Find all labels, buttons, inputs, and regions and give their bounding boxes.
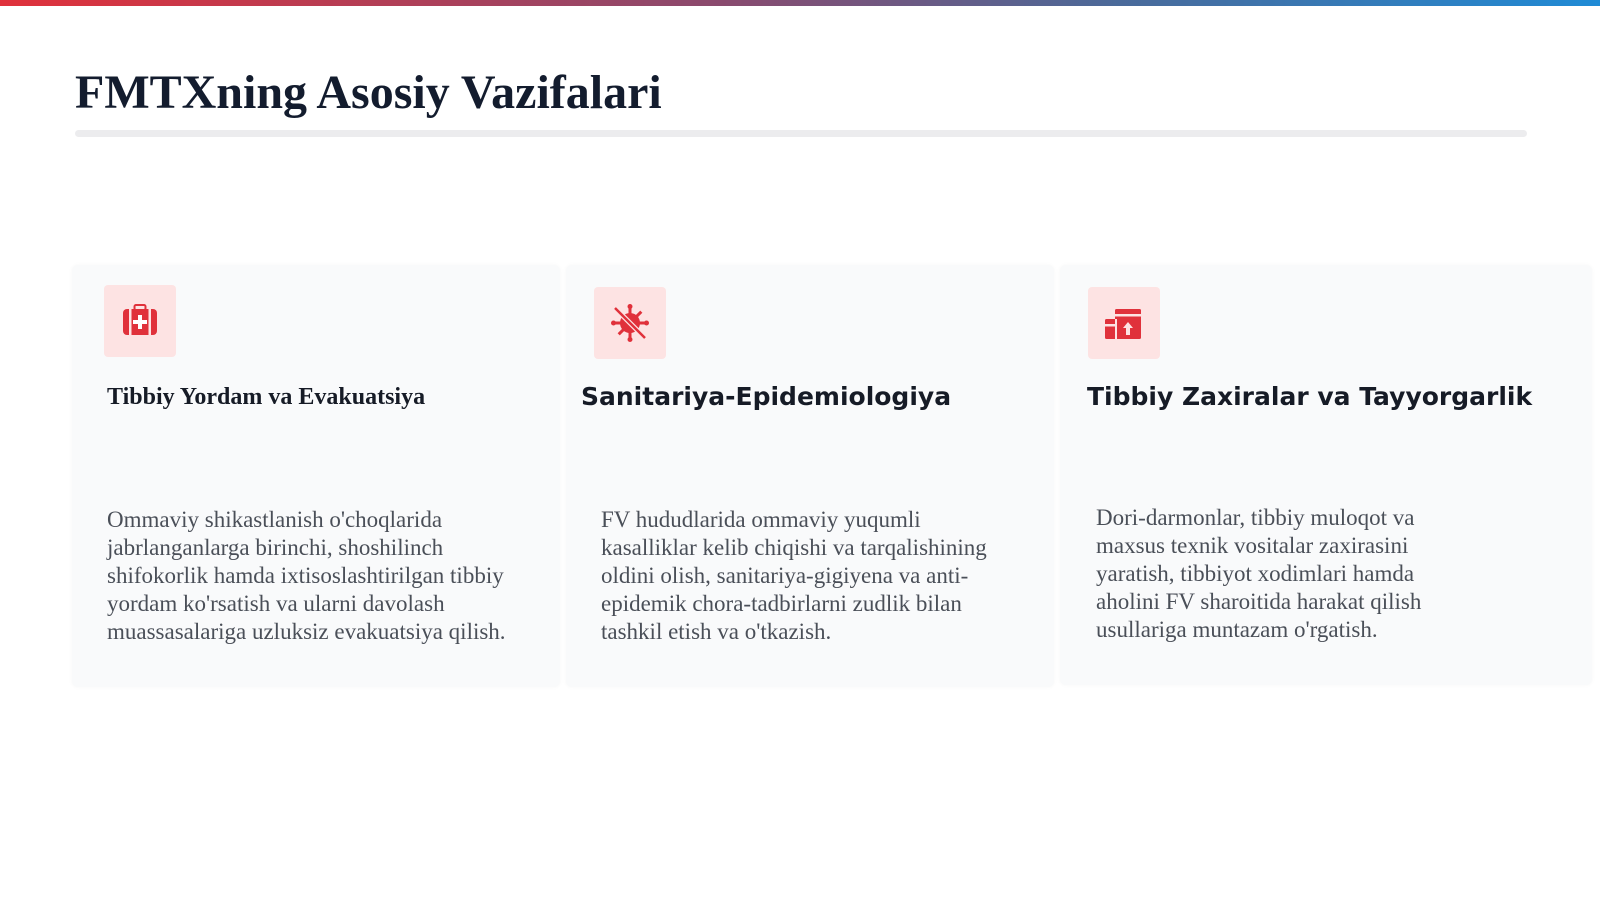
card-description: Ommaviy shikastlanish o'choqlarida jabrlanganlarga birinchi, shoshilinch shifokorlik hamda ixtisoslashtirilgan tibbiy yordam ko'rsatish va ularni davolash muassasalariga uzluksiz evakuatsiya qilish. [107, 507, 506, 644]
card-heading: Sanitariya-Epidemiologiya [581, 382, 952, 411]
virus-slash-icon [594, 287, 666, 359]
title-divider [75, 130, 1527, 137]
task-card-medical-aid [72, 265, 560, 687]
card-description: FV hududlarida ommaviy yuqumli kasalliklar kelib chiqishi va tarqalishining oldini olish, sanitariya-gigiyena va anti-epidemik chora-tadbirlarni zudlik bilan tashkil etish va o'tkazish. [601, 507, 987, 644]
task-card-medical-reserves [1060, 265, 1592, 685]
first-aid-kit-icon [104, 285, 176, 357]
boxes-packing-icon [1088, 287, 1160, 359]
card-heading: Tibbiy Zaxiralar va Tayyorgarlik [1087, 382, 1533, 411]
card-description: Dori-darmonlar, tibbiy muloqot va maxsus texnik vositalar zaxirasini yaratish, tibbiyot xodimlari hamda aholini FV sharoitida harakat qilish usullariga muntazam o'rgatish. [1096, 505, 1422, 642]
task-card-sanitary-epidemiology [566, 265, 1054, 687]
card-heading: Tibbiy Yordam va Evakuatsiya [107, 384, 426, 410]
top-accent-bar [0, 0, 1600, 6]
page-title: FMTXning Asosiy Vazifalari [75, 66, 662, 119]
